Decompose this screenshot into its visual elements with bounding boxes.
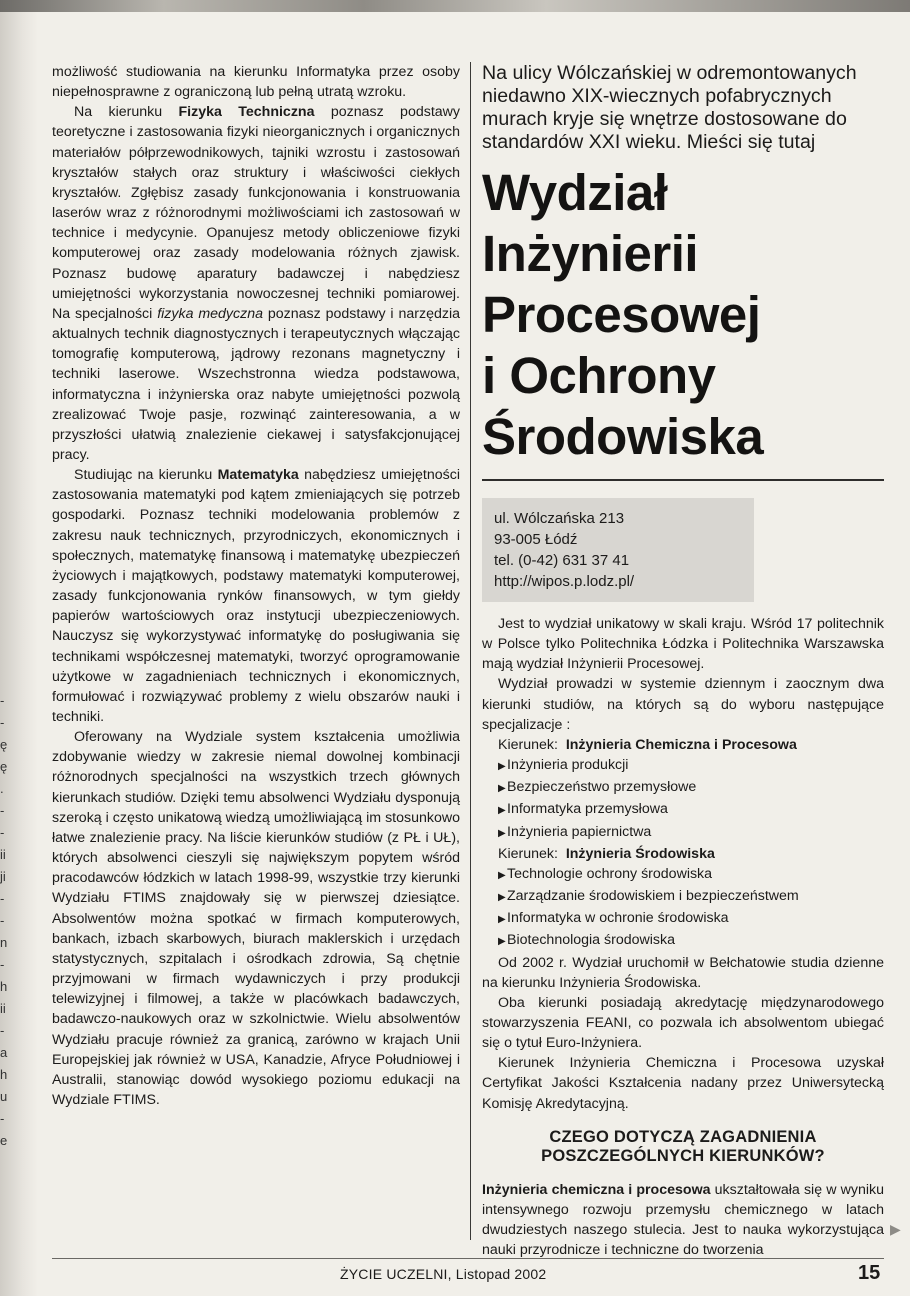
kierunek-matematyka-name: Matematyka	[217, 467, 299, 484]
edge-letter: -	[0, 891, 5, 906]
list-item	[482, 886, 884, 908]
list-item-text: Informatyka w ochronie środowiska	[507, 910, 729, 927]
edge-letter: -	[0, 693, 5, 708]
edge-letter: .	[0, 781, 4, 796]
kierunek-1-name: Inżynieria Chemiczna i Procesowa	[565, 736, 797, 753]
list-item-text: Zarządzanie środowiskiem i bezpieczeństwem	[507, 888, 799, 905]
edge-letter: ii	[0, 847, 6, 862]
right-body	[482, 614, 884, 1260]
edge-letter: -	[0, 803, 5, 818]
edge-letter: ę	[0, 759, 8, 774]
edge-letter: a	[0, 1045, 8, 1060]
list-item	[482, 864, 884, 886]
list-item	[482, 799, 884, 821]
address-phone: tel. (0-42) 631 37 41	[494, 552, 630, 569]
paragraph-fizyka	[52, 102, 460, 465]
paragraph-system: Oferowany na Wydziale system kształcenia umożliwia zdobywanie wiedzy w zakresie niemal dowolnej kombinacji różnorodnych specjalności na wszystkich trzech głównych kierunkach studiów. Dzięki temu absolwenci Wydziału dysponują szeroką i często unikatową wiedzą umożliwiającą im stosunkowo łatwe znalezienie pracy. Na liście kierunków studiów (z PŁ i UŁ), których absolwenci cieszyli się największym popytem wśród pracodawców łódzkich w latach 1998-99, wszystkie trzy kierunki Wydziału FTIMS znajdowały się w pierwszej dziesiątce. Absolwentów można spotkać w firmach komputerowych, bankach, izbach skarbowych, biurach maklerskich i urzędach statystycznych, szpitalach i ośrodkach zdrowia, Są chętnie przyjmowani w firmach wydawniczych i przy produkcji telewizyjnej i filmowej, a także w placówkach badawczych, badawczo-naukowych oraz w szkolnictwie. Wielu absolwentów Wydziału pracuje również za granicą, zarówno w krajach Unii Europejskiej jak również w USA, Kanadzie, Afryce Południowej i Australii, stanowiąc dowód wysokiego poziomu edukacji na Wydziale FTIMS.	[52, 729, 460, 1108]
kierunek-2	[482, 844, 884, 864]
address-street: ul. Wólczańska 213	[494, 510, 625, 527]
paragraph-chemical	[482, 1180, 884, 1261]
edge-letter: ę	[0, 737, 8, 752]
edge-letter: -	[0, 1023, 5, 1038]
fizyka-text-a: poznasz podstawy teoretyczne i zastosowania fizyki nieorganicznych i organicznych materiałów półprzewodnikowych, tajniki wzrostu i zastosowań kryształów stałych oraz struktury i właściwości ciekłych kryształów. Zgłębisz zasady funkcjonowania i konstruowania laserów wraz z różnorodnymi możliwościami ich zastosowań w technice i medycynie. Opanujesz metody obliczeniowe fizyki komputerowej oraz zasady modelowania różnych zjawisk. Poznasz budowę aparatury badawczej i nabędziesz umiejętności wykorzystania nowoczesnej techniki pomiarowej. Na specjalności	[52, 104, 460, 322]
list-item	[482, 777, 884, 799]
continue-arrow-icon: ▶	[890, 1221, 901, 1237]
footer-publication: ŻYCIE UCZELNI, Listopad 2002	[340, 1266, 547, 1282]
fizyka-text-b: poznasz podstawy i narzędzia aktualnych technik diagnostycznych i terapeutycznych włączając tomografię komputerową, jądrowy rezonans magnetyczny i techniki laserowe. Wszechstronna wiedza podstawowa, informatyczna i inżynierska oraz nabyte umiejętności pozwolą zrealizować Twoje pasje, rozwinąć zainteresowania, a w przyszłości ułatwią znalezienie ciekawej i satysfakcjonującej pracy.	[52, 305, 460, 463]
title-line: Procesowej	[482, 286, 761, 343]
address-postcode: 93-005 Łódź	[494, 531, 578, 548]
edge-letter: -	[0, 1111, 5, 1126]
kierunek-fizyka-name: Fizyka Techniczna	[178, 104, 315, 121]
edge-letter: -	[0, 957, 5, 972]
title-line: Inżynierii	[482, 225, 699, 282]
left-column	[52, 62, 460, 1110]
bullet-icon: ▶	[498, 805, 506, 817]
title-line: Środowiska	[482, 408, 764, 465]
list-item	[482, 908, 884, 930]
edge-letter: -	[0, 715, 5, 730]
column-divider	[470, 62, 471, 1240]
list-item-text: Inżynieria papiernictwa	[507, 823, 652, 840]
title-rule	[482, 479, 884, 481]
section-heading	[482, 1128, 884, 1166]
kierunek-1	[482, 735, 884, 755]
edge-letter: e	[0, 1133, 8, 1148]
edge-letter: -	[0, 825, 5, 840]
title-line: i Ochrony	[482, 347, 716, 404]
edge-letter: ii	[0, 1001, 6, 1016]
list-item	[482, 755, 884, 777]
section-heading-line: CZEGO DOTYCZĄ ZAGADNIENIA	[549, 1127, 817, 1146]
bullet-icon: ▶	[498, 914, 506, 926]
bullet-icon: ▶	[498, 761, 506, 773]
paragraph-belchatow: Od 2002 r. Wydział uruchomił w Bełchatowie studia dzienne na kierunku Inżynieria Środowiska.	[482, 954, 884, 991]
top-scan-strip	[0, 0, 910, 12]
list-item	[482, 930, 884, 952]
list-item-text: Biotechnologia środowiska	[507, 932, 675, 949]
kierunek-label: Kierunek:	[498, 845, 558, 862]
paragraph-unique: Jest to wydział unikatowy w skali kraju. Wśród 17 politechnik w Polsce tylko Politechnika Łódzka i Politechnika Warszawska mają wydział Inżynierii Procesowej.	[482, 616, 884, 673]
paragraph-certificate: Kierunek Inżynieria Chemiczna i Procesowa uzyskał Certyfikat Jakości Kształcenia nadany przez Uniwersytecką Komisję Akredytacyjną.	[482, 1055, 884, 1112]
page-number: 15	[858, 1262, 881, 1284]
bullet-icon: ▶	[498, 827, 506, 839]
list-item-text: Inżynieria produkcji	[507, 757, 629, 774]
list-item	[482, 822, 884, 844]
edge-letter: n	[0, 935, 8, 950]
paragraph-continuation: możliwość studiowania na kierunku Informatyka przez osoby niepełnosprawne z ograniczoną lub pełną utratą wzroku.	[52, 64, 460, 101]
paragraph-chemical-text: ukształtowała się w wyniku intensywnego rozwoju przemysłu chemicznego w latach dwudziestych naszego stulecia. Jest to nauka wykorzystująca nauki przyrodnicze i techniczne do tworzenia	[482, 1181, 885, 1259]
footer-rule	[52, 1258, 884, 1259]
kierunek-2-name: Inżynieria Środowiska	[565, 845, 715, 862]
bullet-icon: ▶	[498, 892, 506, 904]
kierunek-label: Kierunek:	[498, 736, 558, 753]
bullet-icon: ▶	[498, 936, 506, 948]
edge-letter: h	[0, 1067, 8, 1082]
fizyka-specialty: fizyka medyczna	[157, 305, 263, 322]
paragraph-lead: Na kierunku	[74, 104, 179, 121]
intro-text: Na ulicy Wólczańskiej w odremontowanych niedawno XIX-wiecznych pofabrycznych murach kryje się wnętrze dostosowane do standardów XXI wieku. Mieści się tutaj	[482, 62, 857, 153]
faculty-title	[482, 162, 884, 467]
list-item-text: Informatyka przemysłowa	[507, 801, 668, 818]
paragraph-matematyka	[52, 465, 460, 727]
paragraph-lead: Studiując na kierunku	[74, 467, 218, 484]
bullet-icon: ▶	[498, 869, 506, 881]
address-website[interactable]: http://wipos.p.lodz.pl/	[494, 573, 635, 590]
previous-page-edge-letters	[0, 690, 14, 1152]
bullet-icon: ▶	[498, 783, 506, 795]
right-column	[482, 62, 884, 1260]
title-line: Wydział	[482, 164, 668, 221]
edge-letter: u	[0, 1089, 8, 1104]
address-box	[482, 498, 754, 602]
list-item-text: Technologie ochrony środowiska	[507, 865, 713, 882]
edge-letter: ji	[0, 869, 6, 884]
paragraph-chemical-lead: Inżynieria chemiczna i procesowa	[482, 1181, 711, 1198]
list-item-text: Bezpieczeństwo przemysłowe	[507, 779, 697, 796]
edge-letter: h	[0, 979, 8, 994]
section-heading-line: POSZCZEGÓLNYCH KIERUNKÓW?	[541, 1146, 825, 1165]
paragraph-feani: Oba kierunki posiadają akredytację międzynarodowego stowarzyszenia FEANI, co pozwala ich absolwentom ubiegać się o tytuł Euro-Inżyniera.	[482, 994, 884, 1052]
paragraph-programs: Wydział prowadzi w systemie dziennym i zaocznym dwa kierunki studiów, na których są do wyboru następujące specjalizacje :	[482, 676, 884, 733]
edge-letter: -	[0, 913, 5, 928]
matematyka-text: nabędziesz umiejętności zastosowania matematyki pod kątem zmieniających się potrzeb gospodarki. Poznasz techniki modelowania problemów z zakresu nauk technicznych, przyrodniczych, ekonomicznych i społecznych, matematykę finansową i matematykę ubezpieczeń życiowych i majątkowych, podstawy matematyki komputerowej, zasady funkcjonowania rynków finansowych, w tym giełdy papierów wartościowych oraz instytucji ubezpieczeniowych. Nauczysz się wykorzystywać informatykę do posługiwania się technikami współczesnej matematyki, tworzyć oprogramowanie użytkowe w zagadnieniach technicznych i ekonomicznych, formułować i rozwiązywać problemy z wielu obszarów nauki i techniki.	[52, 467, 460, 725]
